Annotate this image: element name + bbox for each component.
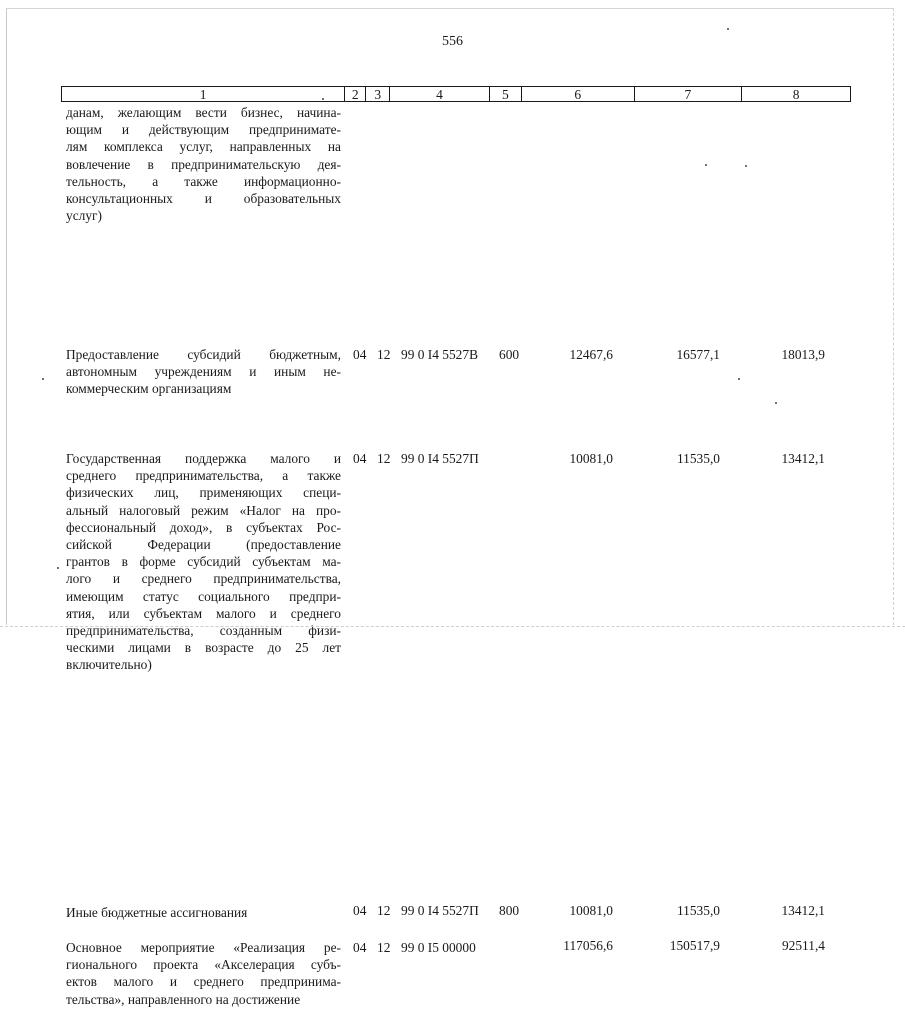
cell-amount-1: 12467,6 <box>569 347 613 362</box>
row-description <box>66 346 341 398</box>
cell-section: 04 <box>353 347 367 362</box>
cell-section: 04 <box>353 451 367 466</box>
description-line: данам, желающим вести бизнес, начина- <box>66 105 341 120</box>
scan-speck <box>322 98 324 100</box>
cell-amount-2: 11535,0 <box>676 903 720 918</box>
header-col-8: 8 <box>792 87 800 102</box>
header-col-3: 3 <box>366 87 390 101</box>
scan-speck <box>727 28 729 30</box>
description-line: Основное мероприятие «Реализация ре- <box>66 940 341 955</box>
description-line: включительно) <box>66 657 152 673</box>
cell-subsection: 12 <box>377 347 391 362</box>
description-line: автономным учреждениям и иным не- <box>66 364 341 380</box>
table-row <box>0 344 905 396</box>
page-bottom-edge <box>0 626 905 627</box>
description-line: гионального проекта «Акселерация субъ- <box>66 957 341 973</box>
header-col-4: 4 <box>390 87 490 101</box>
description-line: ектов малого и среднего предпринима- <box>66 974 341 990</box>
description-line: тельства», направленного на достижение <box>66 991 301 1007</box>
header-col-5: 5 <box>490 87 522 101</box>
description-line: ческими лицами в возрасте до 25 лет <box>66 640 341 656</box>
table-row <box>0 448 905 676</box>
cell-section: 04 <box>353 903 367 918</box>
scan-speck <box>745 165 747 167</box>
description-line: лого и среднего предпринимательства, <box>66 571 341 587</box>
cell-subsection: 12 <box>377 903 391 918</box>
table-body <box>0 104 905 1007</box>
description-line: консультационных и образовательных <box>66 191 341 207</box>
table-row <box>0 939 905 1011</box>
row-description <box>66 939 341 1008</box>
description-line: сийской Федерации (предоставление <box>66 537 341 553</box>
cell-amount-2: 11535,0 <box>676 451 720 466</box>
description-line: имеющим статус социального предпри- <box>66 588 341 604</box>
cell-subsection: 12 <box>377 940 391 955</box>
scan-speck <box>775 402 777 404</box>
scan-speck <box>42 378 44 380</box>
cell-target-code: 99 0 I4 5527B <box>401 347 478 362</box>
scan-speck <box>738 378 740 380</box>
description-line: Государственная поддержка малого и <box>66 451 341 466</box>
description-line: Предоставление субсидий бюджетным, <box>66 347 341 362</box>
description-line: фессиональный доход», в субъектах Рос- <box>66 519 341 535</box>
description-line: ятия, или субъектам малого и среднего <box>66 605 341 621</box>
description-line: услуг) <box>66 208 102 224</box>
cell-target-code: 99 0 I4 5527П <box>401 451 479 466</box>
table-row <box>0 104 905 224</box>
description-line: лям комплекса услуг, направленных на <box>66 139 341 155</box>
description-line: физических лиц, применяющих специ- <box>66 485 341 501</box>
scan-speck <box>705 164 707 166</box>
cell-amount-3: 13412,1 <box>781 903 825 918</box>
header-col-6: 6 <box>522 87 635 101</box>
cell-amount-3: 13412,1 <box>781 451 825 466</box>
header-col-2: 2 <box>345 87 366 101</box>
scan-speck <box>57 567 59 569</box>
cell-amount-2: 16577,1 <box>676 347 720 362</box>
cell-subsection: 12 <box>377 451 391 466</box>
table-header-row <box>61 86 851 102</box>
cell-amount-1: 117056,6 <box>563 938 613 953</box>
cell-expense-type: 800 <box>499 903 520 918</box>
description-line: коммерческим организациям <box>66 381 232 397</box>
row-description <box>66 450 341 674</box>
description-line: альный налоговый режим «Налог на про- <box>66 502 341 518</box>
cell-expense-type: 600 <box>499 347 520 362</box>
page-number: 556 <box>442 34 463 49</box>
cell-amount-1: 10081,0 <box>569 451 613 466</box>
description-line: грантов в форме субсидий субъектам ма- <box>66 554 341 570</box>
cell-amount-3: 18013,9 <box>781 347 825 362</box>
header-col-7: 7 <box>635 87 743 101</box>
description-line: предпринимательства, созданным физи- <box>66 623 341 639</box>
description-line: ющим и действующим предпринимате- <box>66 122 341 138</box>
header-col-1: 1 <box>62 87 345 101</box>
cell-amount-2: 150517,9 <box>669 938 720 953</box>
cell-amount-3: 92511,4 <box>781 938 825 953</box>
description-line: Иные бюджетные ассигнования <box>66 905 248 920</box>
description-line: среднего предпринимательства, а также <box>66 468 341 484</box>
cell-amount-1: 10081,0 <box>569 903 613 918</box>
description-line: тельность, а также информационно- <box>66 173 341 189</box>
row-description <box>66 104 341 224</box>
row-description <box>66 904 341 921</box>
table-row <box>0 904 905 922</box>
description-line: вовлечение в предпринимательскую дея- <box>66 156 341 172</box>
cell-target-code: 99 0 I5 00000 <box>401 940 476 955</box>
cell-target-code: 99 0 I4 5527П <box>401 903 479 918</box>
cell-section: 04 <box>353 940 367 955</box>
